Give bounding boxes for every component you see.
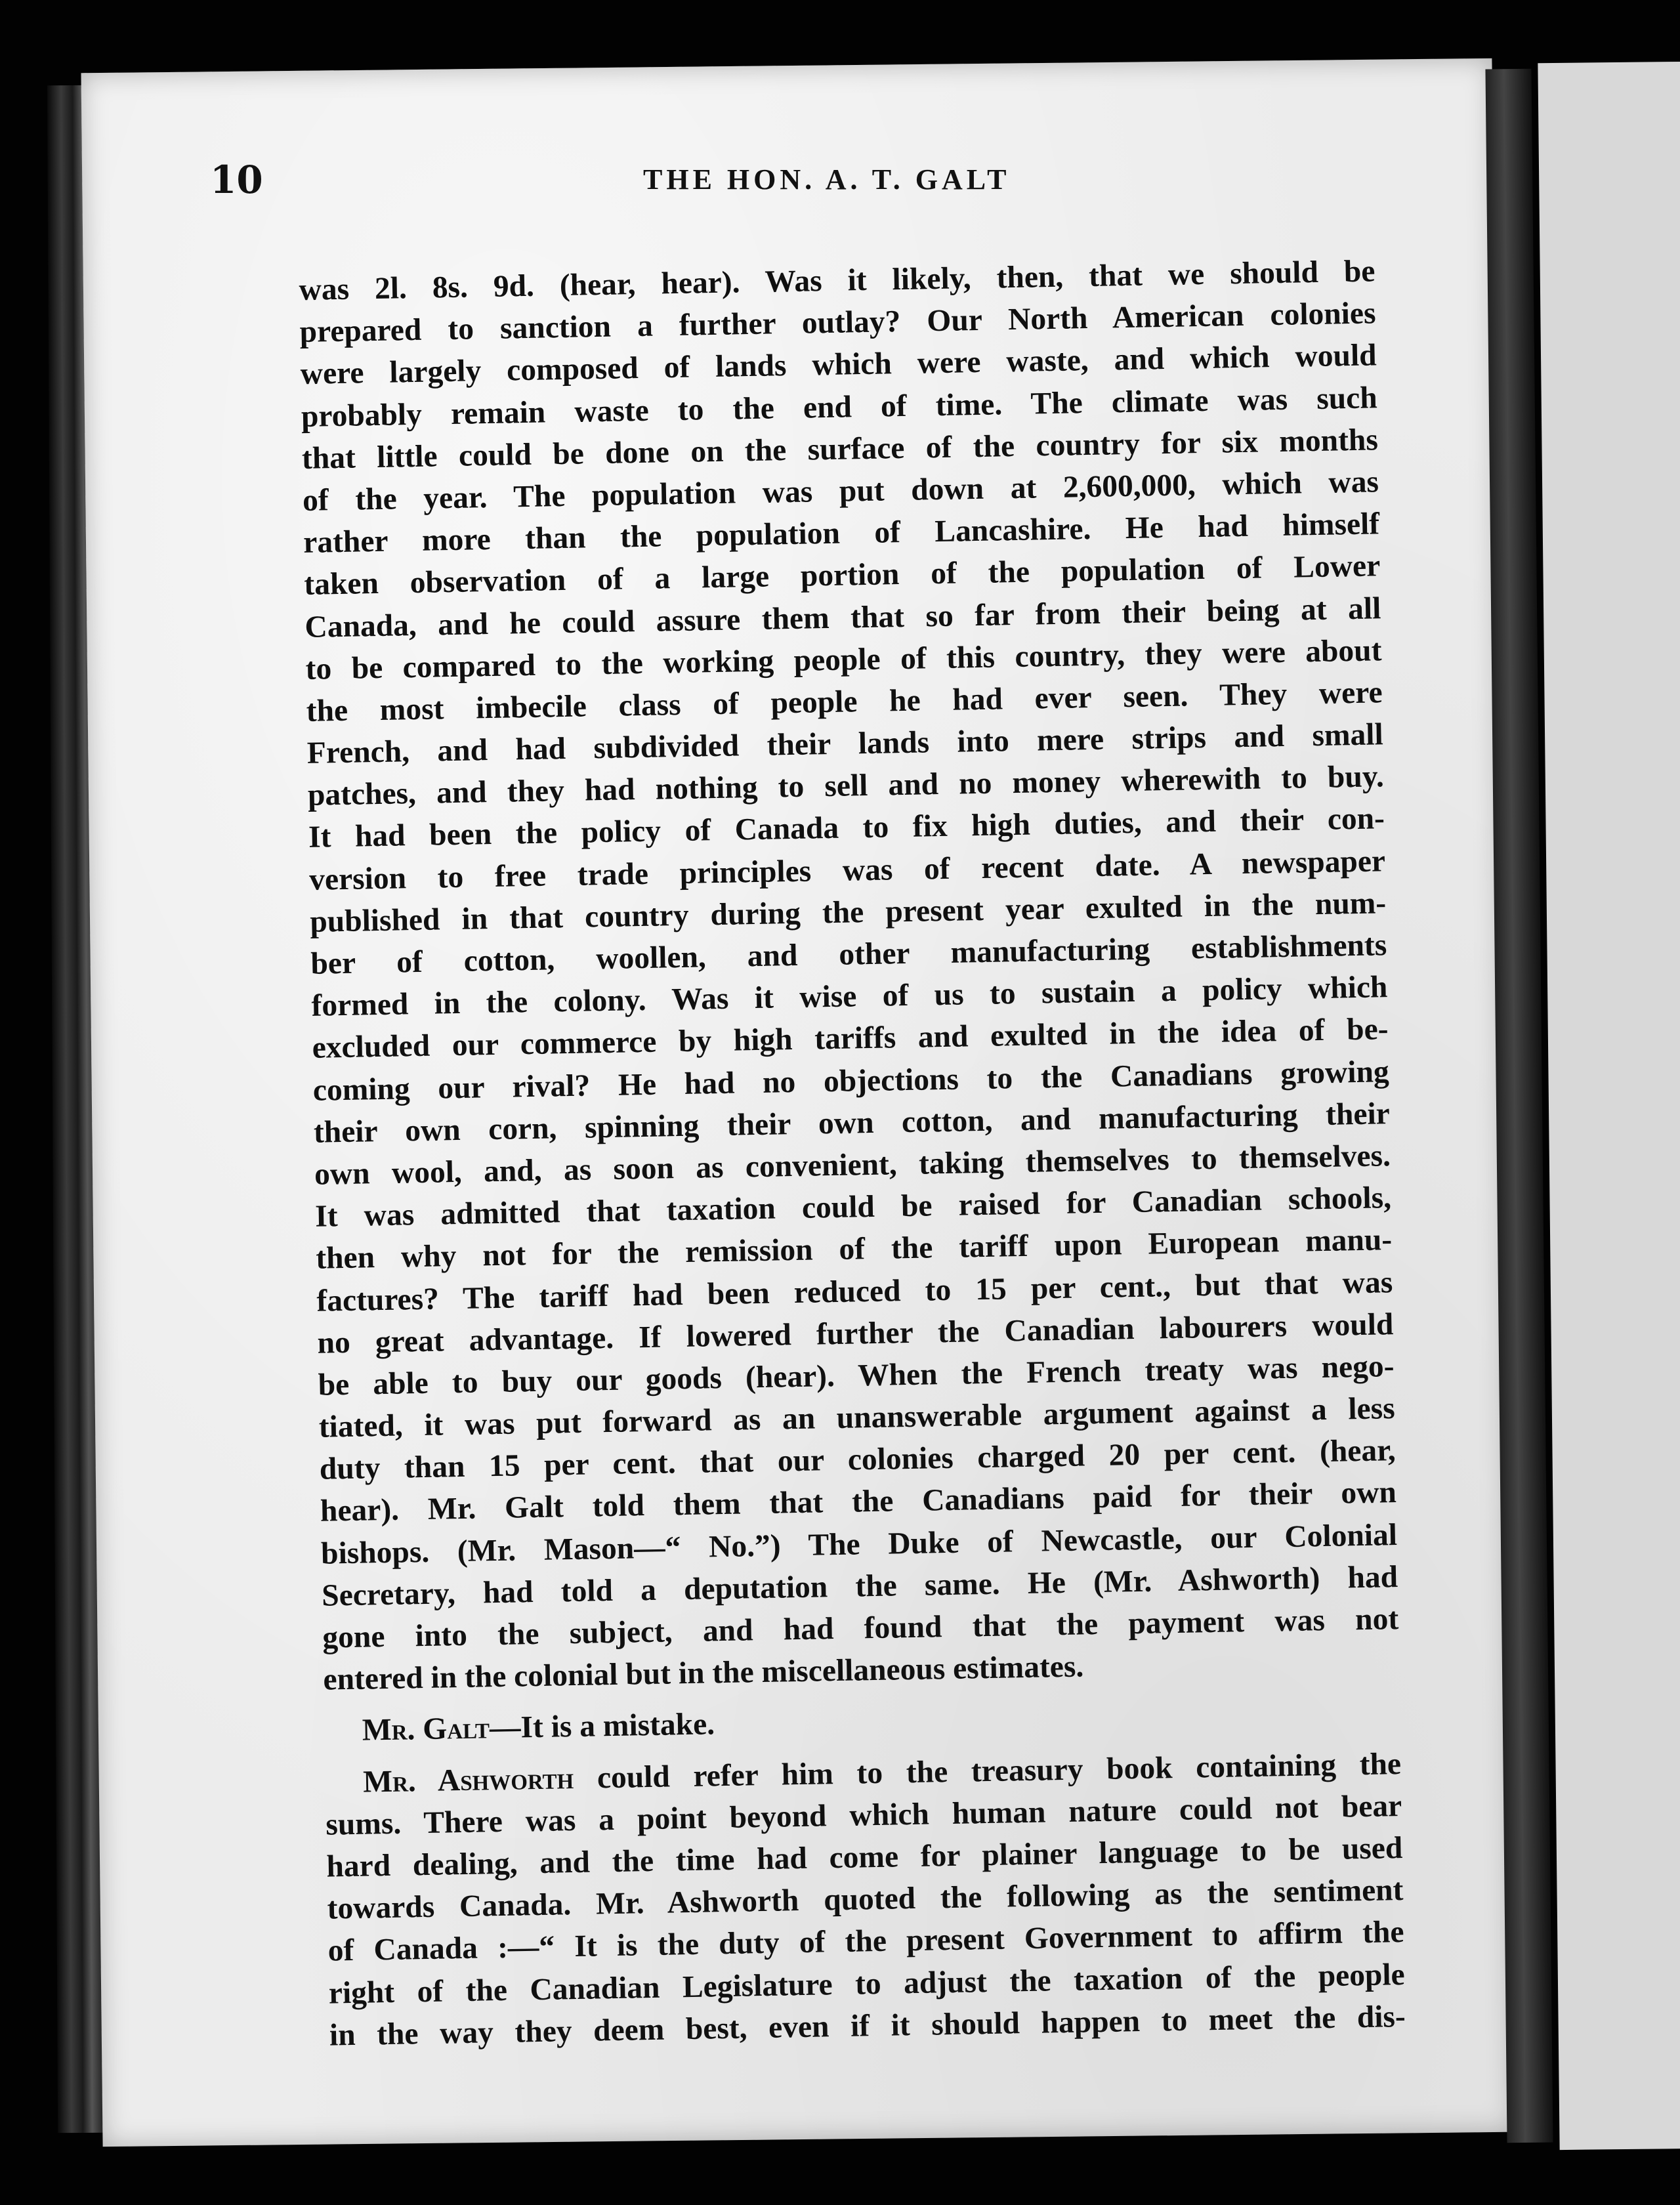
text-line: sums. There was a point beyond which human nature could not bear: [325, 1788, 1402, 1842]
text-line: patches, and they had nothing to sell and no money wherewith to buy.: [307, 759, 1385, 813]
speech-text: could refer him to the treasury book containing the: [573, 1746, 1402, 1796]
text-line: tiated, it was put forward as an unanswerable argument against a less: [318, 1391, 1396, 1444]
text-line: right of the Canadian Legislature to adjust the taxation of the people: [328, 1957, 1406, 2011]
text-line: bishops. (Mr. Mason—“ No.”) The Duke of Newcastle, our Colonial: [320, 1517, 1398, 1571]
paragraph-3: [325, 1743, 1406, 2057]
text-line: rather more than the population of Lancashire. He had himself: [303, 507, 1380, 560]
text-line: excluded our commerce by high tariffs and exulted in the idea of be-: [312, 1012, 1389, 1066]
text-line: coming our rival? He had no objections to the Canadians growing: [312, 1054, 1390, 1108]
text-line: to be compared to the working people of this country, they were about: [305, 633, 1382, 686]
text-line: then why not for the remission of the tariff upon European manu-: [315, 1223, 1393, 1276]
text-line: the most imbecile class of people he had ever seen. They were: [306, 675, 1383, 728]
text-line: probably remain waste to the end of time. The climate was such: [301, 380, 1378, 434]
text-line: French, and had subdivided their lands into mere strips and small: [306, 717, 1384, 770]
text-line: formed in the colony. Was it wise of us to sustain a policy which: [311, 970, 1388, 1024]
text-line: own wool, and, as soon as convenient, taking themselves to themselves.: [314, 1139, 1391, 1192]
page-number: 10: [210, 158, 263, 202]
text-line: was 2l. 8s. 9d. (hear, hear). Was it likely, then, that we should be: [299, 254, 1376, 307]
speaker-name: Mr. Galt: [362, 1711, 490, 1748]
text-line: taken observation of a large portion of the population of Lower: [303, 549, 1381, 602]
text-line: Canada, and he could assure them that so far from their being at all: [304, 591, 1381, 644]
text-line: of Canada :—“ It is the duty of the present Government to affirm the: [327, 1915, 1404, 1968]
page-header: [210, 158, 1358, 217]
text-line: duty than 15 per cent. that our colonies charged 20 per cent. (hear,: [319, 1433, 1396, 1486]
text-line: version to free trade principles was of recent date. A newspaper: [308, 843, 1386, 897]
text-line: factures? The tariff had been reduced to 15 per cent., but that was: [316, 1265, 1393, 1318]
text-line: gone into the subject, and had found that the payment was not: [322, 1602, 1399, 1655]
text-line: It had been the policy of Canada to fix high duties, and their con-: [308, 801, 1385, 855]
text-line: ber of cotton, woollen, and other manufacturing establishments: [310, 928, 1387, 981]
text-line: It was admitted that taxation could be raised for Canadian schools,: [314, 1181, 1392, 1234]
speech-text: —It is a mistake.: [489, 1707, 715, 1746]
text-line: hear). Mr. Galt told them that the Canadians paid for their own: [320, 1475, 1397, 1529]
text-line: in the way they deem best, even if it should happen to meet the dis-: [329, 1999, 1406, 2053]
speaker-name: Mr. Ashworth: [362, 1761, 574, 1799]
adjacent-page-edge: [1538, 62, 1680, 2150]
body-text: [299, 250, 1406, 2056]
text-line: no great advantage. If lowered further the Canadian labourers would: [317, 1307, 1394, 1360]
text-line: be able to buy our goods (hear). When the French treaty was nego-: [318, 1349, 1395, 1402]
text-line: of the year. The population was put down at 2,600,000, which was: [302, 465, 1379, 518]
text-line: their own corn, spinning their own cotton, and manufacturing their: [313, 1096, 1391, 1150]
text-line: prepared to sanction a further outlay? Our North American colonies: [299, 296, 1376, 350]
text-line: were largely composed of lands which were waste, and which would: [300, 338, 1377, 392]
text-line: hard dealing, and the time had come for plainer language to be used: [326, 1830, 1403, 1884]
text-line: that little could be done on the surface of the country for six months: [301, 423, 1379, 476]
text-line: Secretary, had told a deputation the same. He (Mr. Ashworth) had: [321, 1559, 1398, 1613]
paragraph-1: [299, 250, 1400, 1701]
running-head: THE HON. A. T. GALT: [643, 163, 1011, 196]
text-line: published in that country during the present year exulted in the num-: [309, 886, 1387, 939]
text-line: towards Canada. Mr. Ashworth quoted the following as the sentiment: [327, 1873, 1404, 1926]
text-line: entered in the colonial but in the miscellaneous estimates.: [323, 1649, 1084, 1697]
